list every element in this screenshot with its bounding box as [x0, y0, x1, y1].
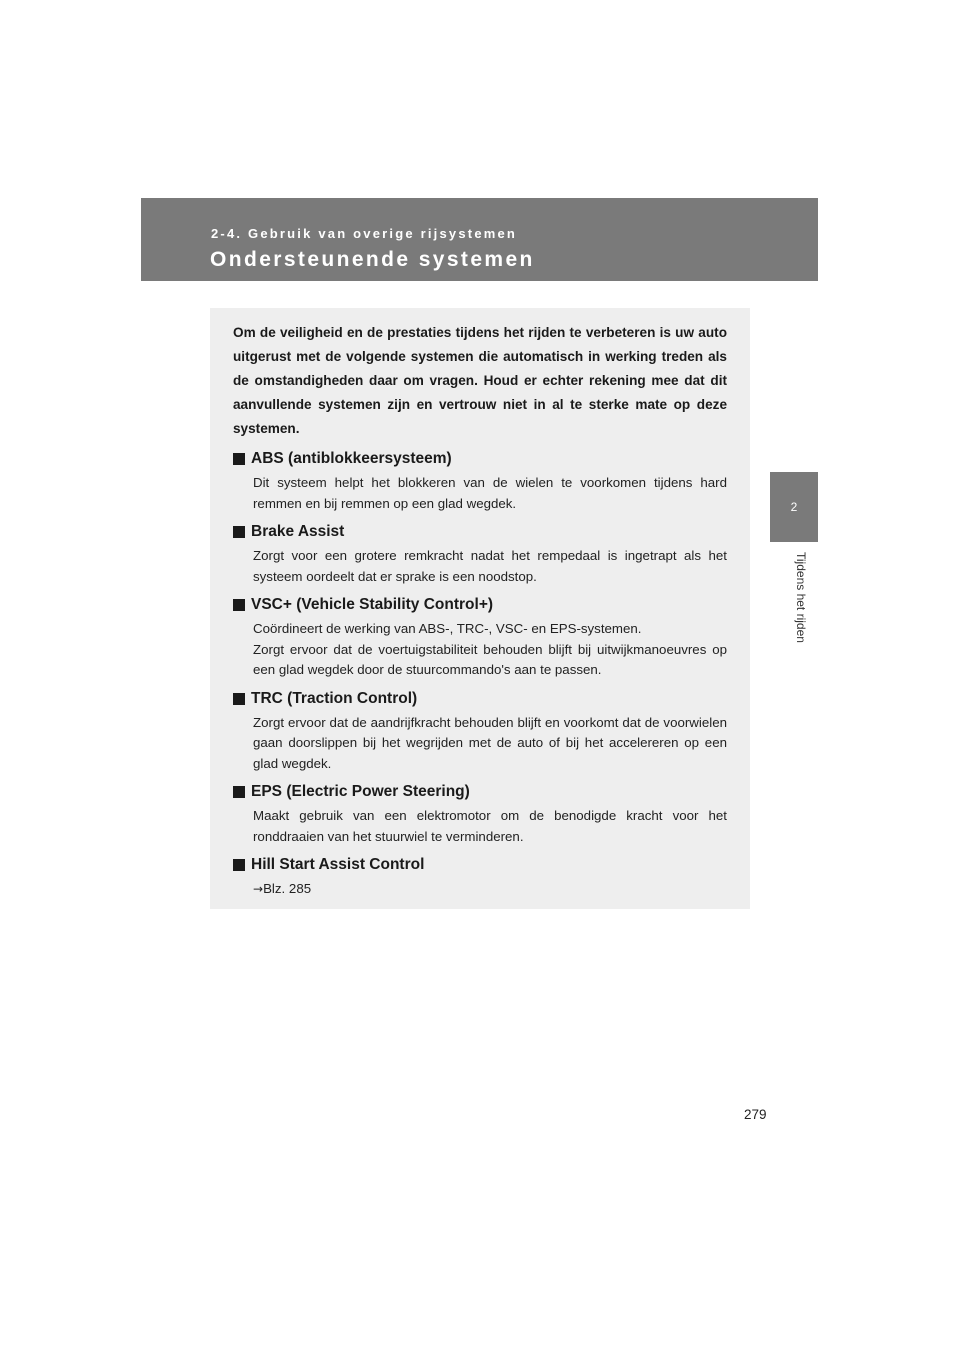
feature-trc [233, 688, 727, 775]
feature-body [253, 713, 727, 775]
feature-title [233, 854, 727, 876]
feature-body [253, 546, 727, 587]
feature-paragraph: Dit systeem helpt het blokkeren van de wielen te voorkomen tijdens hard remmen en bij remmen op een glad wegdek. [253, 475, 727, 511]
page-number: 279 [744, 1107, 767, 1122]
feature-vsc [233, 594, 727, 681]
feature-title-text: VSC+ (Vehicle Stability Control+) [251, 596, 494, 613]
feature-title-text: Brake Assist [251, 523, 345, 540]
feature-brake-assist [233, 521, 727, 587]
feature-title-text: ABS (antiblokkeersysteem) [251, 450, 452, 467]
intro-text: Om de veiligheid en de prestaties tijdens het rijden te verbeteren is uw auto uitgerust met de volgende systemen die automatisch in werking treden als de omstandigheden daar om vragen. Houd er echter rekening mee dat dit aanvullende systemen zijn en vertrouw niet in al te sterke mate op deze systemen. [233, 325, 727, 436]
page-reference[interactable] [253, 879, 727, 900]
chapter-label: Tijdens het rijden [794, 552, 808, 643]
chapter-number: 2 [790, 500, 798, 514]
feature-eps [233, 781, 727, 847]
feature-paragraph: Zorgt voor een grotere remkracht nadat het rempedaal is ingetrapt als het systeem oordeelt dat er sprake is een noodstop. [253, 548, 727, 584]
feature-body [253, 619, 727, 681]
square-bullet-icon [233, 693, 245, 705]
feature-paragraph: Zorgt ervoor dat de voertuigstabiliteit behouden blijft bij uitwijkmanoeuvres op een glad wegdek door de stuurcommando's aan te passen. [253, 641, 727, 677]
feature-title-text: TRC (Traction Control) [251, 689, 418, 707]
feature-body [253, 473, 727, 514]
square-bullet-icon [233, 453, 245, 465]
chapter-tab[interactable] [770, 472, 818, 542]
page-title: Ondersteunende systemen [210, 248, 535, 271]
feature-abs [233, 448, 727, 514]
content-box [210, 308, 750, 909]
feature-title-text: Hill Start Assist Control [251, 856, 425, 873]
feature-body [253, 806, 727, 847]
square-bullet-icon [233, 786, 245, 798]
feature-hill-start [233, 854, 727, 900]
feature-paragraph: Coördineert de werking van ABS-, TRC-, VSC- en EPS-systemen. [253, 621, 642, 636]
feature-title [233, 521, 727, 543]
square-bullet-icon [233, 599, 245, 611]
feature-title [233, 781, 727, 803]
section-label: 2-4. Gebruik van overige rijsystemen [211, 226, 518, 241]
feature-title [233, 594, 727, 616]
feature-title [233, 448, 727, 470]
feature-body [253, 879, 727, 900]
square-bullet-icon [233, 859, 245, 871]
feature-paragraph: Zorgt ervoor dat de aandrijfkracht behouden blijft en voorkomt dat de voorwielen gaan doorslippen bij het wegrijden met de auto of bij het accelereren op een glad wegdek. [253, 714, 727, 771]
feature-title [233, 688, 727, 710]
feature-title-text: EPS (Electric Power Steering) [251, 783, 470, 800]
section-header [141, 198, 818, 281]
page-reference-text: Blz. 285 [263, 881, 312, 896]
feature-paragraph: Maakt gebruik van een elektromotor om de benodigde kracht voor het ronddraaien van het stuurwiel te verminderen. [253, 808, 727, 844]
square-bullet-icon [233, 526, 245, 538]
arrow-right-icon: → [253, 882, 264, 896]
